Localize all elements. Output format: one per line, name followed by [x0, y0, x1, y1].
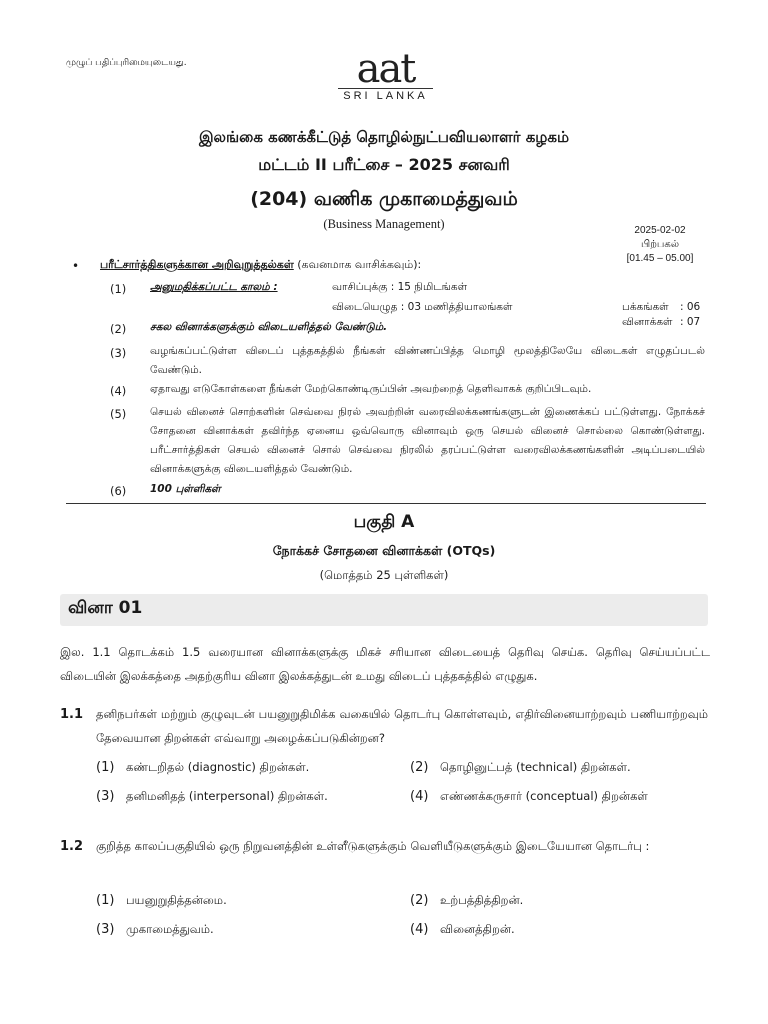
- instruction-number: (1): [110, 282, 127, 296]
- logo-subtitle: SRI LANKA: [338, 88, 433, 102]
- exam-time: [01.45 – 05.00]: [626, 253, 694, 264]
- instruction-text: செயல் வினைச் சொற்களின் செவ்வை நிரல் அவற்றின் வரைவிலக்கணங்களுடன் இணைக்கப் பட்டுள்ளது. நோக்கச் சோதனை வினாக்கள் தவிர்ந்த ஏனைய ஒவ்வொரு வினாவும் ஒரு செயல் வினைச் சொல்லை கொண்டுள்ளது. பரீட்சார்த்திகள் செயல் வினைச் சொல் செவ்வை நிரலில் தரப்பட்டுள்ள வரைவிலக்கணங்களின் அடிப்படையில் வினாக்களுக்கு விடையளித்தல் வேண்டும்.: [150, 406, 705, 475]
- exam-title: மட்டம் II பரீட்சை – 2025 சனவரி: [258, 155, 510, 174]
- pages-label: பக்கங்கள்: [622, 301, 669, 313]
- subject-title: (204) வணிக முகாமைத்துவம்: [250, 188, 518, 210]
- option: [410, 922, 515, 938]
- instruction-number: (3): [110, 346, 127, 360]
- option: [96, 893, 227, 909]
- option: [410, 760, 631, 776]
- option-number: (1): [96, 893, 115, 908]
- option-number: (2): [410, 760, 429, 775]
- option-text: வினைத்திறன்.: [440, 922, 515, 936]
- question-text: குறித்த காலப்பகுதியில் ஒரு நிறுவனத்தின் உள்ளீடுகளுக்கும் வெளியீடுகளுக்கும் இடையேயான தொடர்பு :: [96, 839, 650, 853]
- reading-time: வாசிப்புக்கு : 15 நிமிடங்கள்: [332, 281, 468, 293]
- option-number: (3): [96, 922, 115, 937]
- option: [410, 789, 648, 805]
- option: [96, 789, 328, 805]
- option-number: (1): [96, 760, 115, 775]
- part-subtitle: நோக்கச் சோதனை வினாக்கள் (OTQs): [272, 543, 496, 558]
- instruction-text: 100 புள்ளிகள்: [150, 483, 221, 495]
- exam-date: 2025-02-02: [634, 225, 686, 236]
- option-text: எண்ணக்கருசார் (conceptual) திறன்கள்: [440, 789, 648, 803]
- institute-name: இலங்கை கணக்கீட்டுத் தொழில்நுட்பவியலாளர் கழகம்: [198, 128, 570, 146]
- copyright-notice: முழுப் பதிப்புரிமையுடையது.: [66, 58, 187, 68]
- part-title: பகுதி A: [353, 512, 415, 532]
- exam-session: பிற்பகல்: [640, 239, 680, 250]
- instructions-heading: [100, 258, 421, 273]
- option-number: (4): [410, 789, 429, 804]
- exam-date-box: [612, 224, 708, 266]
- option-number: (4): [410, 922, 429, 937]
- option: [410, 893, 523, 909]
- option-text: முகாமைத்துவம்.: [126, 922, 214, 936]
- pages-value: : 06: [680, 301, 701, 313]
- instruction-text: சகல வினாக்களுக்கும் விடையளித்தல் வேண்டும்.: [150, 321, 388, 333]
- writing-time: விடையெழுத : 03 மணித்தியாலங்கள்: [332, 301, 513, 313]
- option-number: (2): [410, 893, 429, 908]
- instruction-number: (5): [110, 407, 127, 421]
- question-text: தனிநபர்கள் மற்றும் குழுவுடன் பயனுறுதிமிக்க வகையில் தொடர்பு கொள்ளவும், எதிர்வினையாற்றவும் பணியாற்றவும் தேவையான திறன்கள் எவ்வாறு அழைக்கப்படுகின்றன?: [96, 707, 708, 745]
- instruction-number: (6): [110, 484, 127, 498]
- question-number: 1.2: [60, 839, 84, 854]
- option-text: பயனுறுதித்தன்மை.: [126, 893, 227, 907]
- instruction-text: வழங்கப்பட்டுள்ள விடைப் புத்தகத்தில் நீங்கள் விண்ணப்பித்த மொழி மூலத்திலேயே விடைகள் எழுதப்படல் வேண்டும்.: [150, 345, 705, 376]
- bullet-icon: •: [72, 259, 80, 273]
- instruction-text: ஏதாவது எடுகோள்களை நீங்கள் மேற்கொண்டிருப்பின் அவற்றைத் தெளிவாகக் குறிப்பிடவும்.: [150, 383, 592, 395]
- option-number: (3): [96, 789, 115, 804]
- question-number: 1.1: [60, 707, 84, 722]
- option-text: தொழினுட்பத் (technical) திறன்கள்.: [440, 760, 631, 774]
- part-marks: (மொத்தம் 25 புள்ளிகள்): [319, 568, 449, 582]
- option-text: கண்டறிதல் (diagnostic) திறன்கள்.: [126, 760, 310, 774]
- instruction-number: (2): [110, 322, 127, 336]
- instruction-label: அனுமதிக்கப்பட்ட காலம் :: [150, 281, 278, 293]
- option-text: உற்பத்தித்திறன்.: [440, 893, 524, 907]
- questions-value: : 07: [680, 316, 701, 328]
- question-header-bar: [60, 594, 708, 626]
- logo-mark: aat: [356, 46, 415, 92]
- subject-english: (Business Management): [323, 217, 445, 231]
- option-text: தனிமனிதத் (interpersonal) திறன்கள்.: [126, 789, 328, 803]
- questions-label: வினாக்கள்: [622, 316, 673, 328]
- instruction-number: (4): [110, 384, 127, 398]
- option: [96, 922, 214, 938]
- question-title: வினா 01: [68, 598, 143, 618]
- instructions-heading-text: பரீட்சார்த்திகளுக்கான அறிவுறுத்தல்கள்: [100, 258, 294, 271]
- section-divider: [66, 503, 706, 504]
- option: [96, 760, 309, 776]
- aat-sri-lanka-logo: [338, 46, 433, 102]
- instructions-note: (கவனமாக வாசிக்கவும்):: [297, 258, 422, 271]
- question-intro: இல. 1.1 தொடக்கம் 1.5 வரையான வினாக்களுக்கு மிகச் சரியான விடையைத் தெரிவு செய்க. தெரிவு செய்யப்பட்ட விடையின் இலக்கத்தை அதற்குரிய வினா இலக்கத்துடன் உமது விடைப் புத்தகத்தில் எழுதுக.: [60, 645, 710, 683]
